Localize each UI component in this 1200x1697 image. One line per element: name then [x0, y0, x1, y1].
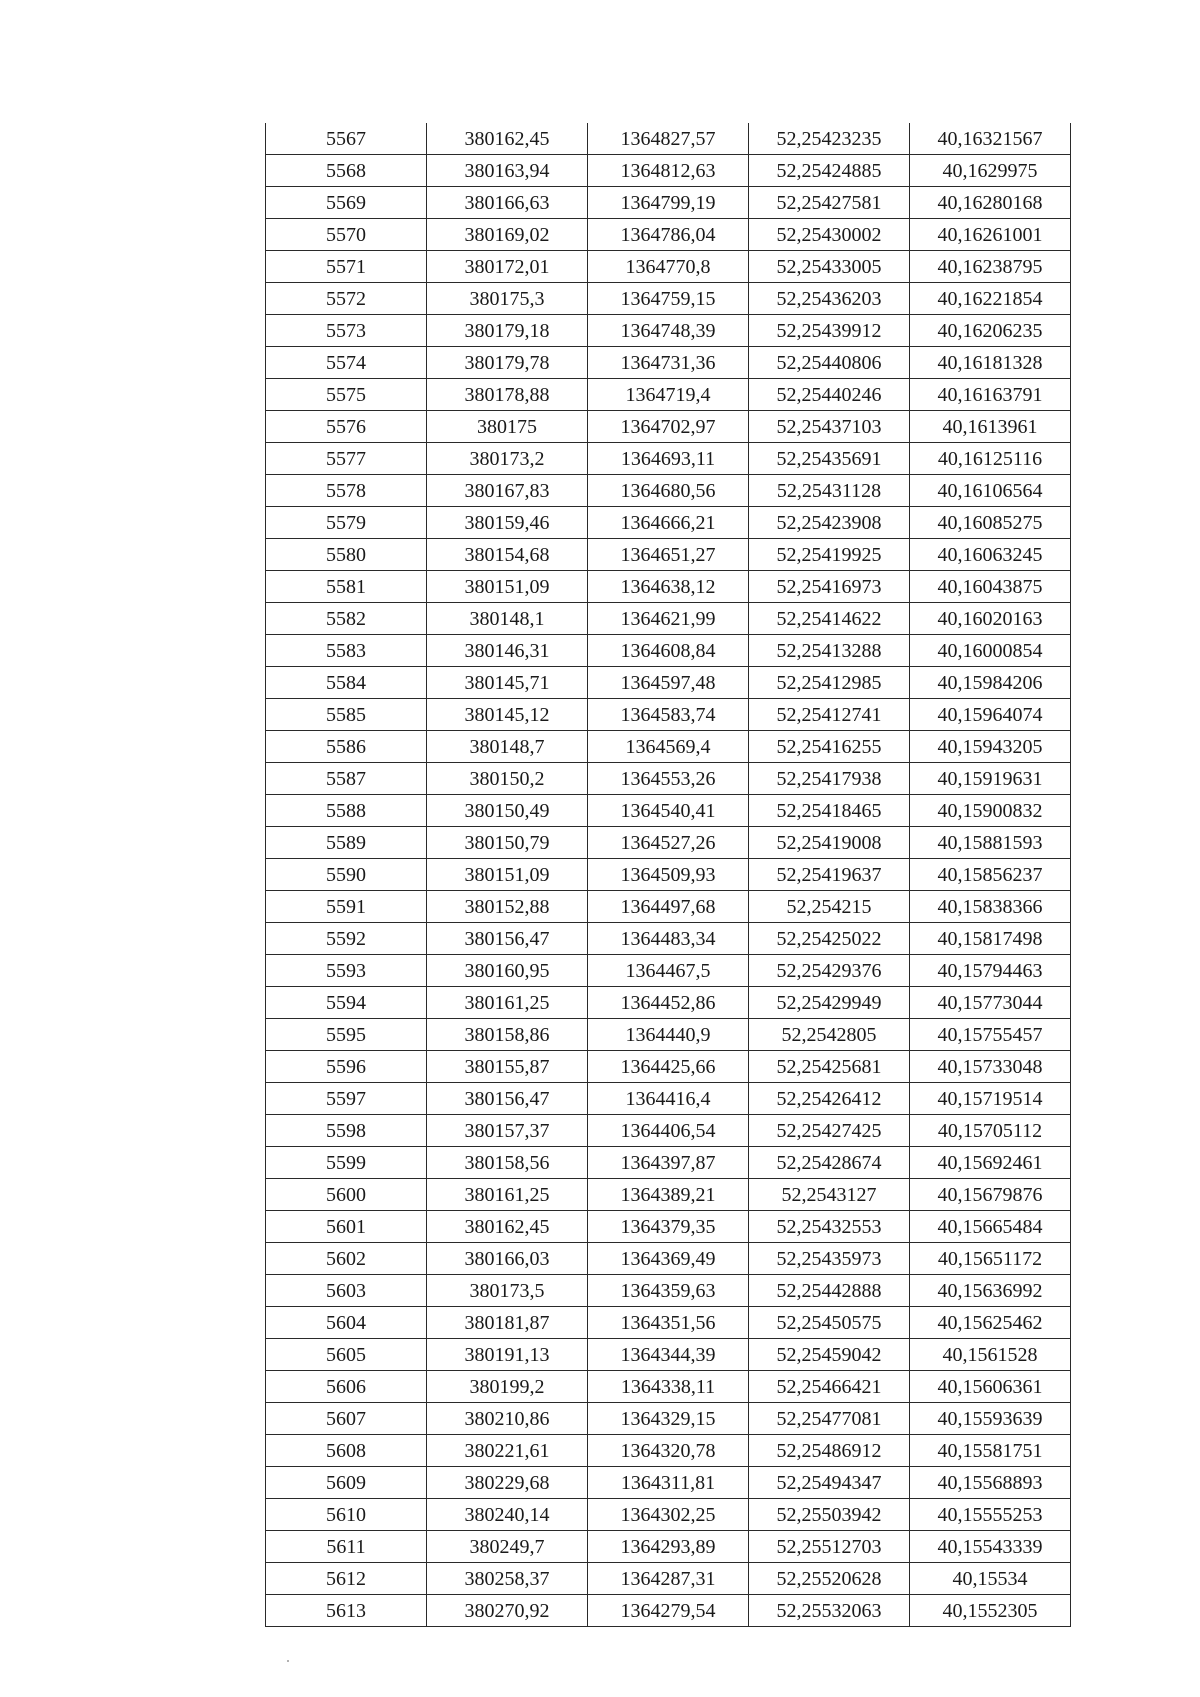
y-coordinate-cell: 1364621,99: [588, 603, 749, 635]
coordinates-table: [265, 123, 1071, 1627]
latitude-cell: 52,25450575: [749, 1307, 910, 1339]
y-coordinate-cell: 1364359,63: [588, 1275, 749, 1307]
longitude-cell: 40,15919631: [910, 763, 1071, 795]
point-number-cell: 5598: [266, 1115, 427, 1147]
longitude-cell: 40,16020163: [910, 603, 1071, 635]
table-row: [266, 1563, 1071, 1595]
latitude-cell: 52,25459042: [749, 1339, 910, 1371]
y-coordinate-cell: 1364509,93: [588, 859, 749, 891]
table-row: [266, 155, 1071, 187]
x-coordinate-cell: 380179,18: [427, 315, 588, 347]
table-row: [266, 1275, 1071, 1307]
point-number-cell: 5606: [266, 1371, 427, 1403]
y-coordinate-cell: 1364338,11: [588, 1371, 749, 1403]
x-coordinate-cell: 380157,37: [427, 1115, 588, 1147]
latitude-cell: 52,25440246: [749, 379, 910, 411]
point-number-cell: 5581: [266, 571, 427, 603]
longitude-cell: 40,16163791: [910, 379, 1071, 411]
table-row: [266, 1595, 1071, 1627]
x-coordinate-cell: 380148,7: [427, 731, 588, 763]
x-coordinate-cell: 380151,09: [427, 859, 588, 891]
latitude-cell: 52,25429949: [749, 987, 910, 1019]
table-row: [266, 891, 1071, 923]
latitude-cell: 52,25414622: [749, 603, 910, 635]
latitude-cell: 52,25432553: [749, 1211, 910, 1243]
y-coordinate-cell: 1364425,66: [588, 1051, 749, 1083]
coordinates-table-body: [266, 123, 1071, 1627]
y-coordinate-cell: 1364279,54: [588, 1595, 749, 1627]
x-coordinate-cell: 380155,87: [427, 1051, 588, 1083]
y-coordinate-cell: 1364287,31: [588, 1563, 749, 1595]
latitude-cell: 52,25413288: [749, 635, 910, 667]
x-coordinate-cell: 380158,56: [427, 1147, 588, 1179]
x-coordinate-cell: 380151,09: [427, 571, 588, 603]
latitude-cell: 52,25466421: [749, 1371, 910, 1403]
latitude-cell: 52,25431128: [749, 475, 910, 507]
y-coordinate-cell: 1364693,11: [588, 443, 749, 475]
point-number-cell: 5605: [266, 1339, 427, 1371]
x-coordinate-cell: 380210,86: [427, 1403, 588, 1435]
longitude-cell: 40,15625462: [910, 1307, 1071, 1339]
x-coordinate-cell: 380156,47: [427, 923, 588, 955]
y-coordinate-cell: 1364483,34: [588, 923, 749, 955]
y-coordinate-cell: 1364467,5: [588, 955, 749, 987]
table-row: [266, 379, 1071, 411]
latitude-cell: 52,25435691: [749, 443, 910, 475]
x-coordinate-cell: 380150,2: [427, 763, 588, 795]
latitude-cell: 52,25427581: [749, 187, 910, 219]
table-row: [266, 1499, 1071, 1531]
x-coordinate-cell: 380159,46: [427, 507, 588, 539]
point-number-cell: 5613: [266, 1595, 427, 1627]
table-row: [266, 1531, 1071, 1563]
y-coordinate-cell: 1364812,63: [588, 155, 749, 187]
longitude-cell: 40,15719514: [910, 1083, 1071, 1115]
table-row: [266, 1211, 1071, 1243]
latitude-cell: 52,25427425: [749, 1115, 910, 1147]
longitude-cell: 40,15679876: [910, 1179, 1071, 1211]
x-coordinate-cell: 380173,5: [427, 1275, 588, 1307]
longitude-cell: 40,15773044: [910, 987, 1071, 1019]
latitude-cell: 52,25532063: [749, 1595, 910, 1627]
longitude-cell: 40,16238795: [910, 251, 1071, 283]
x-coordinate-cell: 380172,01: [427, 251, 588, 283]
latitude-cell: 52,25419637: [749, 859, 910, 891]
x-coordinate-cell: 380175,3: [427, 283, 588, 315]
latitude-cell: 52,25494347: [749, 1467, 910, 1499]
longitude-cell: 40,15817498: [910, 923, 1071, 955]
latitude-cell: 52,25442888: [749, 1275, 910, 1307]
x-coordinate-cell: 380258,37: [427, 1563, 588, 1595]
point-number-cell: 5591: [266, 891, 427, 923]
point-number-cell: 5586: [266, 731, 427, 763]
table-row: [266, 123, 1071, 155]
longitude-cell: 40,16221854: [910, 283, 1071, 315]
longitude-cell: 40,16125116: [910, 443, 1071, 475]
x-coordinate-cell: 380146,31: [427, 635, 588, 667]
latitude-cell: 52,25417938: [749, 763, 910, 795]
table-row: [266, 1467, 1071, 1499]
x-coordinate-cell: 380152,88: [427, 891, 588, 923]
x-coordinate-cell: 380169,02: [427, 219, 588, 251]
point-number-cell: 5571: [266, 251, 427, 283]
latitude-cell: 52,25412985: [749, 667, 910, 699]
y-coordinate-cell: 1364397,87: [588, 1147, 749, 1179]
latitude-cell: 52,25439912: [749, 315, 910, 347]
y-coordinate-cell: 1364608,84: [588, 635, 749, 667]
table-row: [266, 315, 1071, 347]
y-coordinate-cell: 1364553,26: [588, 763, 749, 795]
longitude-cell: 40,15943205: [910, 731, 1071, 763]
x-coordinate-cell: 380166,63: [427, 187, 588, 219]
latitude-cell: 52,254215: [749, 891, 910, 923]
x-coordinate-cell: 380156,47: [427, 1083, 588, 1115]
x-coordinate-cell: 380158,86: [427, 1019, 588, 1051]
latitude-cell: 52,25425681: [749, 1051, 910, 1083]
table-row: [266, 1051, 1071, 1083]
y-coordinate-cell: 1364680,56: [588, 475, 749, 507]
point-number-cell: 5583: [266, 635, 427, 667]
table-row: [266, 1307, 1071, 1339]
x-coordinate-cell: 380167,83: [427, 475, 588, 507]
y-coordinate-cell: 1364440,9: [588, 1019, 749, 1051]
point-number-cell: 5600: [266, 1179, 427, 1211]
point-number-cell: 5574: [266, 347, 427, 379]
longitude-cell: 40,15794463: [910, 955, 1071, 987]
table-row: [266, 635, 1071, 667]
point-number-cell: 5576: [266, 411, 427, 443]
latitude-cell: 52,25430002: [749, 219, 910, 251]
table-row: [266, 1243, 1071, 1275]
y-coordinate-cell: 1364379,35: [588, 1211, 749, 1243]
table-row: [266, 1179, 1071, 1211]
longitude-cell: 40,16280168: [910, 187, 1071, 219]
table-row: [266, 1339, 1071, 1371]
y-coordinate-cell: 1364497,68: [588, 891, 749, 923]
latitude-cell: 52,25419008: [749, 827, 910, 859]
latitude-cell: 52,25423235: [749, 123, 910, 155]
point-number-cell: 5592: [266, 923, 427, 955]
y-coordinate-cell: 1364748,39: [588, 315, 749, 347]
point-number-cell: 5567: [266, 123, 427, 155]
point-number-cell: 5589: [266, 827, 427, 859]
table-row: [266, 283, 1071, 315]
y-coordinate-cell: 1364302,25: [588, 1499, 749, 1531]
table-row: [266, 923, 1071, 955]
y-coordinate-cell: 1364311,81: [588, 1467, 749, 1499]
x-coordinate-cell: 380270,92: [427, 1595, 588, 1627]
latitude-cell: 52,25423908: [749, 507, 910, 539]
point-number-cell: 5599: [266, 1147, 427, 1179]
table-row: [266, 539, 1071, 571]
longitude-cell: 40,15534: [910, 1563, 1071, 1595]
table-row: [266, 699, 1071, 731]
table-row: [266, 1115, 1071, 1147]
latitude-cell: 52,25520628: [749, 1563, 910, 1595]
point-number-cell: 5580: [266, 539, 427, 571]
longitude-cell: 40,1561528: [910, 1339, 1071, 1371]
y-coordinate-cell: 1364389,21: [588, 1179, 749, 1211]
latitude-cell: 52,25424885: [749, 155, 910, 187]
x-coordinate-cell: 380173,2: [427, 443, 588, 475]
point-number-cell: 5588: [266, 795, 427, 827]
latitude-cell: 52,25429376: [749, 955, 910, 987]
latitude-cell: 52,25419925: [749, 539, 910, 571]
point-number-cell: 5602: [266, 1243, 427, 1275]
y-coordinate-cell: 1364786,04: [588, 219, 749, 251]
latitude-cell: 52,25433005: [749, 251, 910, 283]
longitude-cell: 40,16321567: [910, 123, 1071, 155]
latitude-cell: 52,25435973: [749, 1243, 910, 1275]
y-coordinate-cell: 1364540,41: [588, 795, 749, 827]
table-row: [266, 859, 1071, 891]
x-coordinate-cell: 380166,03: [427, 1243, 588, 1275]
latitude-cell: 52,25426412: [749, 1083, 910, 1115]
point-number-cell: 5587: [266, 763, 427, 795]
latitude-cell: 52,25437103: [749, 411, 910, 443]
latitude-cell: 52,25503942: [749, 1499, 910, 1531]
longitude-cell: 40,15636992: [910, 1275, 1071, 1307]
x-coordinate-cell: 380161,25: [427, 987, 588, 1019]
point-number-cell: 5578: [266, 475, 427, 507]
y-coordinate-cell: 1364799,19: [588, 187, 749, 219]
point-number-cell: 5575: [266, 379, 427, 411]
point-number-cell: 5570: [266, 219, 427, 251]
table-row: [266, 795, 1071, 827]
y-coordinate-cell: 1364416,4: [588, 1083, 749, 1115]
y-coordinate-cell: 1364293,89: [588, 1531, 749, 1563]
longitude-cell: 40,16043875: [910, 571, 1071, 603]
longitude-cell: 40,15900832: [910, 795, 1071, 827]
longitude-cell: 40,16063245: [910, 539, 1071, 571]
y-coordinate-cell: 1364759,15: [588, 283, 749, 315]
longitude-cell: 40,16261001: [910, 219, 1071, 251]
latitude-cell: 52,25428674: [749, 1147, 910, 1179]
x-coordinate-cell: 380162,45: [427, 1211, 588, 1243]
longitude-cell: 40,16000854: [910, 635, 1071, 667]
y-coordinate-cell: 1364351,56: [588, 1307, 749, 1339]
longitude-cell: 40,15733048: [910, 1051, 1071, 1083]
latitude-cell: 52,25425022: [749, 923, 910, 955]
longitude-cell: 40,15856237: [910, 859, 1071, 891]
y-coordinate-cell: 1364452,86: [588, 987, 749, 1019]
y-coordinate-cell: 1364731,36: [588, 347, 749, 379]
x-coordinate-cell: 380221,61: [427, 1435, 588, 1467]
latitude-cell: 52,25436203: [749, 283, 910, 315]
y-coordinate-cell: 1364329,15: [588, 1403, 749, 1435]
point-number-cell: 5609: [266, 1467, 427, 1499]
table-row: [266, 987, 1071, 1019]
longitude-cell: 40,16106564: [910, 475, 1071, 507]
longitude-cell: 40,15665484: [910, 1211, 1071, 1243]
table-row: [266, 763, 1071, 795]
longitude-cell: 40,15964074: [910, 699, 1071, 731]
longitude-cell: 40,15705112: [910, 1115, 1071, 1147]
longitude-cell: 40,1552305: [910, 1595, 1071, 1627]
table-row: [266, 411, 1071, 443]
x-coordinate-cell: 380175: [427, 411, 588, 443]
y-coordinate-cell: 1364320,78: [588, 1435, 749, 1467]
point-number-cell: 5593: [266, 955, 427, 987]
latitude-cell: 52,25418465: [749, 795, 910, 827]
longitude-cell: 40,15593639: [910, 1403, 1071, 1435]
y-coordinate-cell: 1364666,21: [588, 507, 749, 539]
table-row: [266, 667, 1071, 699]
point-number-cell: 5585: [266, 699, 427, 731]
longitude-cell: 40,15984206: [910, 667, 1071, 699]
table-row: [266, 187, 1071, 219]
x-coordinate-cell: 380178,88: [427, 379, 588, 411]
point-number-cell: 5573: [266, 315, 427, 347]
x-coordinate-cell: 380160,95: [427, 955, 588, 987]
longitude-cell: 40,16181328: [910, 347, 1071, 379]
x-coordinate-cell: 380150,79: [427, 827, 588, 859]
table-row: [266, 347, 1071, 379]
longitude-cell: 40,16206235: [910, 315, 1071, 347]
x-coordinate-cell: 380240,14: [427, 1499, 588, 1531]
table-row: [266, 1403, 1071, 1435]
point-number-cell: 5568: [266, 155, 427, 187]
x-coordinate-cell: 380161,25: [427, 1179, 588, 1211]
table-row: [266, 731, 1071, 763]
y-coordinate-cell: 1364569,4: [588, 731, 749, 763]
point-number-cell: 5604: [266, 1307, 427, 1339]
latitude-cell: 52,25416973: [749, 571, 910, 603]
table-row: [266, 219, 1071, 251]
point-number-cell: 5569: [266, 187, 427, 219]
longitude-cell: 40,15692461: [910, 1147, 1071, 1179]
latitude-cell: 52,25477081: [749, 1403, 910, 1435]
y-coordinate-cell: 1364702,97: [588, 411, 749, 443]
y-coordinate-cell: 1364406,54: [588, 1115, 749, 1147]
longitude-cell: 40,15881593: [910, 827, 1071, 859]
point-number-cell: 5577: [266, 443, 427, 475]
x-coordinate-cell: 380179,78: [427, 347, 588, 379]
point-number-cell: 5608: [266, 1435, 427, 1467]
x-coordinate-cell: 380181,87: [427, 1307, 588, 1339]
point-number-cell: 5612: [266, 1563, 427, 1595]
table-row: [266, 571, 1071, 603]
x-coordinate-cell: 380163,94: [427, 155, 588, 187]
latitude-cell: 52,25440806: [749, 347, 910, 379]
x-coordinate-cell: 380154,68: [427, 539, 588, 571]
table-row: [266, 1435, 1071, 1467]
point-number-cell: 5601: [266, 1211, 427, 1243]
x-coordinate-cell: 380148,1: [427, 603, 588, 635]
x-coordinate-cell: 380145,71: [427, 667, 588, 699]
y-coordinate-cell: 1364344,39: [588, 1339, 749, 1371]
table-row: [266, 443, 1071, 475]
y-coordinate-cell: 1364369,49: [588, 1243, 749, 1275]
latitude-cell: 52,2542805: [749, 1019, 910, 1051]
latitude-cell: 52,25512703: [749, 1531, 910, 1563]
point-number-cell: 5582: [266, 603, 427, 635]
point-number-cell: 5607: [266, 1403, 427, 1435]
x-coordinate-cell: 380191,13: [427, 1339, 588, 1371]
point-number-cell: 5590: [266, 859, 427, 891]
point-number-cell: 5579: [266, 507, 427, 539]
longitude-cell: 40,15543339: [910, 1531, 1071, 1563]
longitude-cell: 40,15568893: [910, 1467, 1071, 1499]
longitude-cell: 40,15838366: [910, 891, 1071, 923]
x-coordinate-cell: 380249,7: [427, 1531, 588, 1563]
point-number-cell: 5572: [266, 283, 427, 315]
point-number-cell: 5594: [266, 987, 427, 1019]
y-coordinate-cell: 1364583,74: [588, 699, 749, 731]
latitude-cell: 52,2543127: [749, 1179, 910, 1211]
latitude-cell: 52,25486912: [749, 1435, 910, 1467]
point-number-cell: 5595: [266, 1019, 427, 1051]
latitude-cell: 52,25416255: [749, 731, 910, 763]
point-number-cell: 5611: [266, 1531, 427, 1563]
longitude-cell: 40,15755457: [910, 1019, 1071, 1051]
y-coordinate-cell: 1364597,48: [588, 667, 749, 699]
longitude-cell: 40,16085275: [910, 507, 1071, 539]
x-coordinate-cell: 380162,45: [427, 123, 588, 155]
longitude-cell: 40,15606361: [910, 1371, 1071, 1403]
y-coordinate-cell: 1364527,26: [588, 827, 749, 859]
longitude-cell: 40,15555253: [910, 1499, 1071, 1531]
point-number-cell: 5603: [266, 1275, 427, 1307]
y-coordinate-cell: 1364827,57: [588, 123, 749, 155]
point-number-cell: 5610: [266, 1499, 427, 1531]
scan-speck: [287, 1660, 289, 1662]
y-coordinate-cell: 1364770,8: [588, 251, 749, 283]
table-row: [266, 1019, 1071, 1051]
table-row: [266, 507, 1071, 539]
table-row: [266, 603, 1071, 635]
longitude-cell: 40,1629975: [910, 155, 1071, 187]
x-coordinate-cell: 380229,68: [427, 1467, 588, 1499]
table-row: [266, 827, 1071, 859]
longitude-cell: 40,15651172: [910, 1243, 1071, 1275]
point-number-cell: 5597: [266, 1083, 427, 1115]
point-number-cell: 5584: [266, 667, 427, 699]
x-coordinate-cell: 380150,49: [427, 795, 588, 827]
y-coordinate-cell: 1364638,12: [588, 571, 749, 603]
y-coordinate-cell: 1364651,27: [588, 539, 749, 571]
y-coordinate-cell: 1364719,4: [588, 379, 749, 411]
x-coordinate-cell: 380145,12: [427, 699, 588, 731]
x-coordinate-cell: 380199,2: [427, 1371, 588, 1403]
longitude-cell: 40,1613961: [910, 411, 1071, 443]
table-row: [266, 1083, 1071, 1115]
table-row: [266, 955, 1071, 987]
longitude-cell: 40,15581751: [910, 1435, 1071, 1467]
table-row: [266, 251, 1071, 283]
latitude-cell: 52,25412741: [749, 699, 910, 731]
table-row: [266, 1147, 1071, 1179]
table-row: [266, 475, 1071, 507]
table-row: [266, 1371, 1071, 1403]
point-number-cell: 5596: [266, 1051, 427, 1083]
